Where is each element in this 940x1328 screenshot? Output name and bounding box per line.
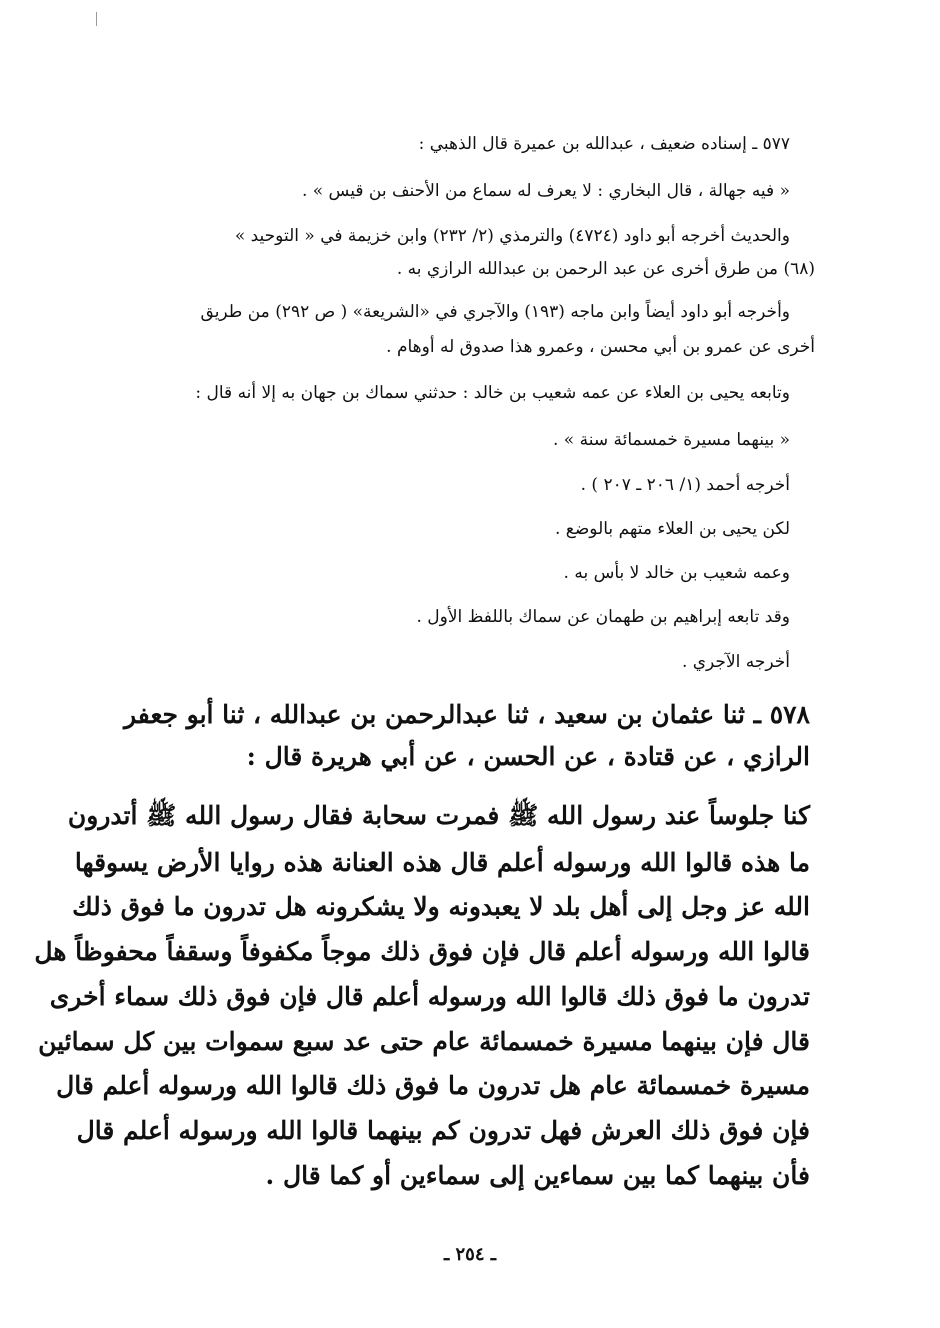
footnote-line: وتابعه يحيى بن العلاء عن عمه شعيب بن خالد : حدثني سماك بن جهان به إلا أنه قال : [195,383,790,403]
footnote-line: وعمه شعيب بن خالد لا بأس به . [563,563,790,583]
footnote-line: لكن يحيى بن العلاء متهم بالوضع . [555,519,790,539]
hadith-text-line: الله عز وجل إلى أهل بلد لا يعبدونه ولا يشكرونه هل تدرون ما فوق ذلك [72,892,810,921]
footnote-line: (٦٨) من طرق أخرى عن عبد الرحمن بن عبدالله الرازي به . [396,259,815,279]
hadith-text-line: تدرون ما فوق ذلك قالوا الله ورسوله أعلم قال فإن فوق ذلك سماء أخرى [49,982,810,1011]
footnote-line: أخرجه أحمد (١/ ٢٠٦ ـ ٢٠٧ ) . [580,475,790,495]
hadith-chain-line: ٥٧٨ ـ ثنا عثمان بن سعيد ، ثنا عبدالرحمن بن عبدالله ، ثنا أبو جعفر [124,700,810,729]
hadith-text-line: قال فإن بينهما مسيرة خمسمائة عام حتى عد سبع سموات بين كل سمائين [38,1027,810,1056]
footnote-line: والحديث أخرجه أبو داود (٤٧٢٤) والترمذي (٢/ ٢٣٢) وابن خزيمة في « التوحيد » [234,226,790,246]
hadith-text-line: قالوا الله ورسوله أعلم قال فإن فوق ذلك موجاً مكفوفاً وسقفاً محفوظاً هل [34,937,810,966]
footnote-line: ٥٧٧ ـ إسناده ضعيف ، عبدالله بن عميرة قال الذهبي : [418,134,790,154]
hadith-text-line: مسيرة خمسمائة عام هل تدرون ما فوق ذلك قالوا الله ورسوله أعلم قال [56,1071,810,1100]
hadith-text-line: فأن بينهما كما بين سماءين إلى سماءين أو كما قال . [265,1161,810,1190]
footnote-line: أخرجه الآجري . [681,652,790,672]
hadith-text-line: فإن فوق ذلك العرش فهل تدرون كم بينهما قالوا الله ورسوله أعلم قال [76,1116,810,1145]
hadith-chain-line: الرازي ، عن قتادة ، عن الحسن ، عن أبي هريرة قال : [246,742,810,771]
hadith-text-line: كنا جلوساً عند رسول الله ﷺ فمرت سحابة فقال رسول الله ﷺ أتدرون [67,801,810,830]
footnote-line: وأخرجه أبو داود أيضاً وابن ماجه (١٩٣) والآجري في «الشريعة» ( ص ٢٩٢) من طريق [200,302,790,322]
margin-mark [96,12,97,26]
footnote-line: « بينهما مسيرة خمسمائة سنة » . [553,430,790,450]
footnote-line: « فيه جهالة ، قال البخاري : لا يعرف له سماع من الأحنف بن قيس » . [301,181,790,201]
footnote-line: وقد تابعه إبراهيم بن طهمان عن سماك باللفظ الأول . [416,607,790,627]
hadith-text-line: ما هذه قالوا الله ورسوله أعلم قال هذه العنانة هذه روايا الأرض يسوقها [74,848,810,877]
footnote-line: أخرى عن عمرو بن أبي محسن ، وعمرو هذا صدوق له أوهام . [386,337,815,357]
page-number: ـ ٢٥٤ ـ [443,1244,497,1265]
